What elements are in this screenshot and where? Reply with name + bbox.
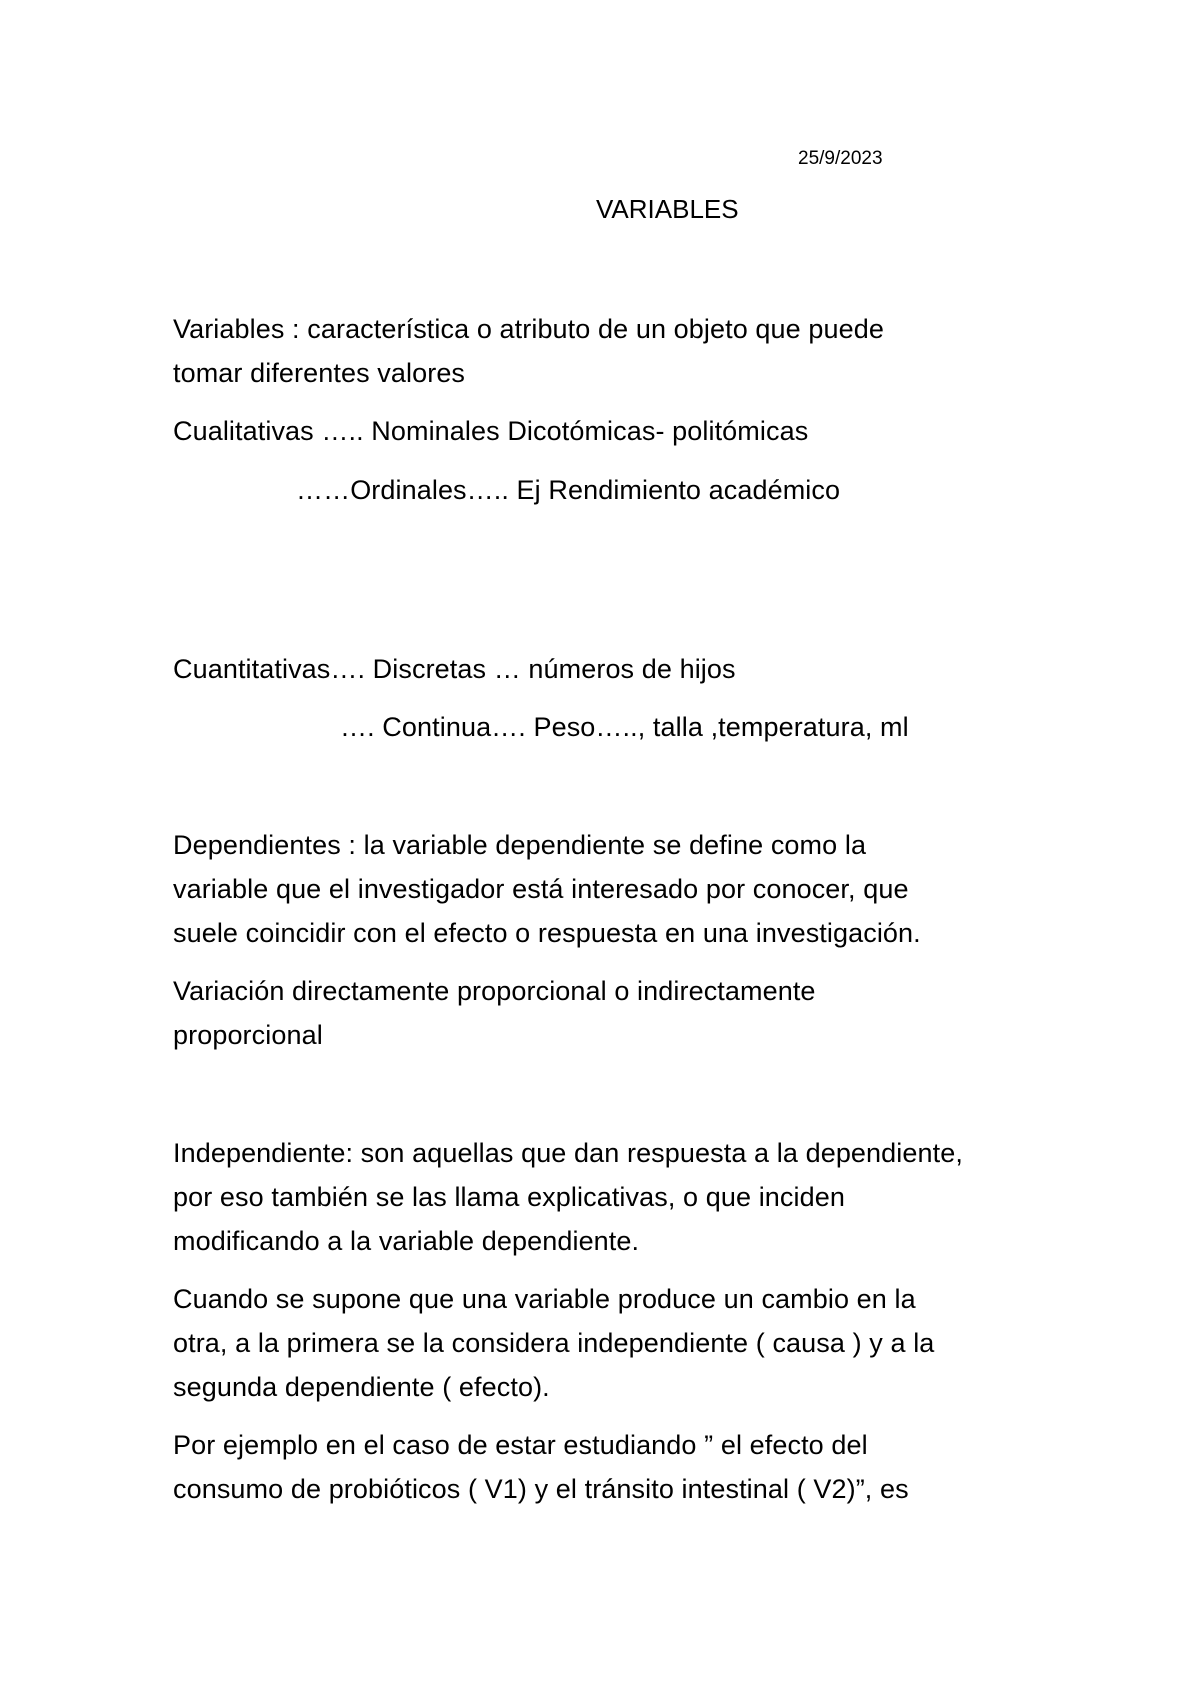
text-line: suele coincidir con el efecto o respuesta en una investigación. (173, 918, 921, 948)
text-line: Cuando se supone que una variable produce un cambio en la (173, 1284, 916, 1314)
text-line: variable que el investigador está interesado por conocer, que (173, 874, 909, 904)
document-title: VARIABLES (596, 194, 739, 224)
text-line: Cuantitativas…. Discretas … números de hijos (173, 654, 736, 684)
text-line: Por ejemplo en el caso de estar estudiando ” el efecto del (173, 1430, 868, 1460)
text-line: Variables : característica o atributo de un objeto que puede (173, 314, 884, 344)
text-line: Variación directamente proporcional o indirectamente (173, 976, 816, 1006)
text-line: modificando a la variable dependiente. (173, 1226, 640, 1256)
text-line: Independiente: son aquellas que dan respuesta a la dependiente, (173, 1138, 963, 1168)
text-line: ……Ordinales….. Ej Rendimiento académico (296, 475, 841, 505)
text-line: Dependientes : la variable dependiente se define como la (173, 830, 867, 860)
text-line: segunda dependiente ( efecto). (173, 1372, 550, 1402)
document-date: 25/9/2023 (798, 148, 883, 169)
text-line: otra, a la primera se la considera independiente ( causa ) y a la (173, 1328, 935, 1358)
text-line: por eso también se las llama explicativas, o que inciden (173, 1182, 845, 1212)
text-line: consumo de probióticos ( V1) y el tránsito intestinal ( V2)”, es (173, 1474, 909, 1504)
text-line: tomar diferentes valores (173, 358, 466, 388)
text-line: Cualitativas ….. Nominales Dicotómicas- politómicas (173, 416, 809, 446)
text-line: proporcional (173, 1020, 323, 1050)
text-line: …. Continua…. Peso….., talla ,temperatura, ml (340, 712, 909, 742)
